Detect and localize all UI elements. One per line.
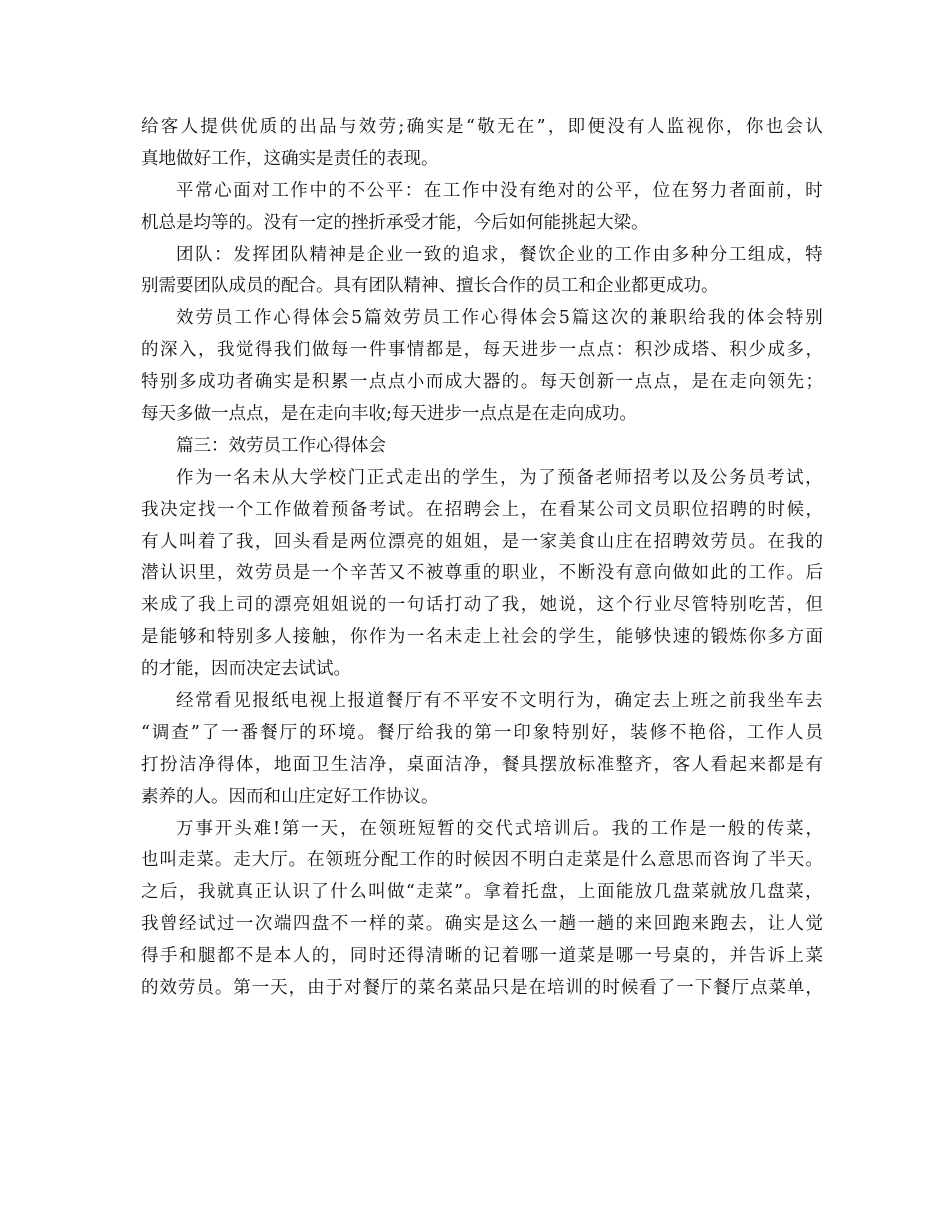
text-line: 经 常 看 见 报 纸 电 视 上 报 道 餐 厅 有 不 平 安 不 文 明 行 为 ， 确 定 去 上 班 之 前 我 坐 车 去 — [176, 691, 823, 712]
text-line: 作 为 一 名 未 从 大 学 校 门 正 式 走 出 的 学 生 ， 为 了 预 备 老 师 招 考 以 及 公 务 员 考 试 ， — [176, 467, 823, 488]
text-line: 也 叫 走 菜 。 走 大 厅 。 在 领 班 分 配 工 作 的 时 候 因 不 明 白 走 菜 是 什 么 意 思 而 咨 询 了 半 天 。 — [141, 850, 823, 871]
text-line: 万 事 开 头 难 ! 第 一 天 ， 在 领 班 短 暂 的 交 代 式 培 训 后 。 我 的 工 作 是 一 般 的 传 菜 ， — [176, 818, 823, 839]
text-line: “ 调 查 ” 了 一 番 餐 厅 的 环 境 。 餐 厅 给 我 的 第 一 印 象 特 别 好 ， 装 修 不 艳 俗 ， 工 作 人 员 — [141, 722, 823, 743]
text-line: 素养的人。因而和山庄定好工作协议。 — [141, 786, 439, 807]
text-line: 是 能 够 和 特 别 多 人 接 触 ， 你 作 为 一 名 未 走 上 社 会 的 学 生 ， 能 够 快 速 的 锻 炼 你 多 方 面 — [141, 627, 823, 648]
text-line: 我 曾 经 试 过 一 次 端 四 盘 不 一 样 的 菜 。 确 实 是 这 么 一 趟 一 趟 的 来 回 跑 来 跑 去 ， 让 人 觉 — [141, 914, 823, 935]
text-line: 篇三：效劳员工作心得体会 — [176, 435, 386, 456]
text-line: 潜 认 识 里 ， 效 劳 员 是 一 个 辛 苦 又 不 被 尊 重 的 职 业 ， 不 断 没 有 意 向 做 如 此 的 工 作 。 后 — [141, 563, 823, 584]
text-line: 团 队 ： 发 挥 团 队 精 神 是 企 业 一 致 的 追 求 ， 餐 饮 企 业 的 工 作 由 多 种 分 工 组 成 ， 特 — [176, 244, 823, 265]
text-line: 的 效 劳 员 。 第 一 天 ， 由 于 对 餐 厅 的 菜 名 菜 品 只 是 在 培 训 的 时 候 看 了 一 下 餐 厅 点 菜 单 ， — [141, 978, 823, 999]
text-line: 之 后 ， 我 就 真 正 认 识 了 什 么 叫 做 “ 走 菜 ” 。 拿 着 托 盘 ， 上 面 能 放 几 盘 菜 就 放 几 盘 菜 ， — [141, 882, 823, 903]
text-line: 来 成 了 我 上 司 的 漂 亮 姐 姐 说 的 一 句 话 打 动 了 我 ， 她 说 ， 这 个 行 业 尽 管 特 别 吃 苦 ， 但 — [141, 595, 823, 616]
text-line: 平 常 心 面 对 工 作 中 的 不 公 平 ： 在 工 作 中 没 有 绝 对 的 公 平 ， 位 在 努 力 者 面 前 ， 时 — [176, 180, 823, 201]
text-line: 给 客 人 提 供 优 质 的 出 品 与 效 劳 ; 确 实 是 “ 敬 无 在 ” ， 即 便 没 有 人 监 视 你 ， 你 也 会 认 — [141, 117, 823, 137]
document-page — [141, 112, 823, 1005]
text-line: 得 手 和 腿 都 不 是 本 人 的 ， 同 时 还 得 清 晰 的 记 着 哪 一 道 菜 是 哪 一 号 桌 的 ， 并 告 诉 上 菜 — [141, 946, 823, 967]
text-line: 的 深 入 ， 我 觉 得 我 们 做 每 一 件 事 情 都 是 ， 每 天 进 步 一 点 点 ： 积 沙 成 塔 、 积 少 成 多 ， — [141, 340, 823, 361]
text-line: 真地做好工作，这确实是责任的表现。 — [141, 148, 439, 169]
text-line: 我 决 定 找 一 个 工 作 做 着 预 备 考 试 。 在 招 聘 会 上 ， 在 看 某 公 司 文 员 职 位 招 聘 的 时 候 ， — [141, 499, 823, 520]
text-line: 别需要团队成员的配合。具有团队精神、擅长合作的员工和企业都更成功。 — [141, 276, 719, 297]
text-line: 机总是均等的。没有一定的挫折承受才能，今后如何能挑起大梁。 — [141, 212, 649, 233]
text-line: 每天多做一点点，是在走向丰收;每天进步一点点是在走向成功。 — [141, 404, 637, 425]
text-line: 的才能，因而决定去试试。 — [141, 659, 351, 680]
text-line: 效 劳 员 工 作 心 得 体 会 5 篇 效 劳 员 工 作 心 得 体 会 5 篇 这 次 的 兼 职 给 我 的 体 会 特 别 — [176, 308, 823, 329]
text-line: 打 扮 洁 净 得 体 ， 地 面 卫 生 洁 净 ， 桌 面 洁 净 ， 餐 具 摆 放 标 准 整 齐 ， 客 人 看 起 来 都 是 有 — [141, 754, 823, 775]
text-line: 特 别 多 成 功 者 确 实 是 积 累 一 点 点 小 而 成 大 器 的 。 每 天 创 新 一 点 点 ， 是 在 走 向 领 先 ； — [141, 372, 823, 393]
text-line: 有 人 叫 着 了 我 ， 回 头 看 是 两 位 漂 亮 的 姐 姐 ， 是 一 家 美 食 山 庄 在 招 聘 效 劳 员 。 在 我 的 — [141, 531, 823, 552]
